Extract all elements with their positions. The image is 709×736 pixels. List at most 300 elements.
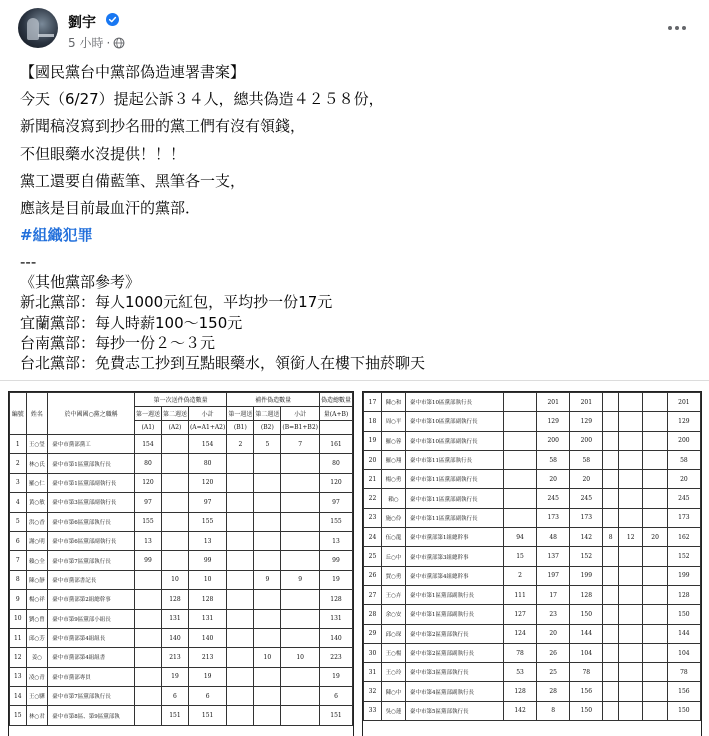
table-cell — [254, 531, 281, 550]
table-row — [364, 624, 701, 643]
table-cell — [504, 508, 537, 527]
table-cell: 臺中市第3區黨部執行長 — [406, 663, 504, 682]
table-cell — [643, 663, 667, 682]
table-row — [364, 682, 701, 701]
table-cell: 臺中市第6區黨部副執行長 — [48, 531, 135, 550]
table-cell — [643, 470, 667, 489]
table-cell: 245 — [537, 489, 570, 508]
table-cell: 17 — [364, 393, 382, 412]
table-cell: 楊○勇 — [382, 470, 406, 489]
table-cell: 臺中市第10區黨部副執行長 — [406, 412, 504, 431]
table-cell — [619, 566, 643, 585]
table-cell — [254, 687, 281, 706]
avatar-caption — [38, 34, 54, 37]
table-cell — [643, 450, 667, 469]
table-cell: 48 — [537, 528, 570, 547]
meta-separator: · — [106, 35, 111, 50]
table-cell — [227, 531, 254, 550]
table-cell: 152 — [570, 547, 603, 566]
table-cell: 22 — [364, 489, 382, 508]
header-w2: 第二週送 — [161, 407, 188, 421]
table-cell — [504, 470, 537, 489]
table-cell: 20 — [570, 470, 603, 489]
table-cell: 80 — [134, 454, 161, 473]
table-cell — [619, 547, 643, 566]
table-cell — [254, 667, 281, 686]
table-cell — [281, 609, 320, 628]
table-cell: 140 — [161, 628, 188, 647]
table-cell: 29 — [364, 624, 382, 643]
table-cell: 150 — [667, 605, 700, 624]
table-cell: 臺中市黨部第4組組書 — [48, 648, 135, 667]
table-cell: 31 — [364, 663, 382, 682]
table-cell: 臺中市第7區黨部執行長 — [48, 687, 135, 706]
table-cell: 6 — [319, 687, 352, 706]
table-cell: 99 — [188, 551, 226, 570]
table-cell: 11 — [10, 628, 27, 647]
table-cell: 23 — [537, 605, 570, 624]
table-cell: 144 — [667, 624, 700, 643]
table-cell: 32 — [364, 682, 382, 701]
table-cell: 129 — [570, 412, 603, 431]
table-cell: 120 — [188, 473, 226, 492]
table-row — [10, 687, 353, 706]
table-cell: 27 — [364, 585, 382, 604]
table-cell: 賈○勇 — [382, 566, 406, 585]
table-cell: 1 — [10, 435, 27, 454]
table-cell: 臺中市第10區黨部副執行長 — [406, 431, 504, 450]
table-row — [364, 412, 701, 431]
table-cell: 17 — [537, 585, 570, 604]
table-cell — [254, 706, 281, 725]
table-cell — [134, 609, 161, 628]
author-name[interactable]: 劉宇 — [68, 15, 96, 31]
table-row — [10, 493, 353, 512]
table-cell: 臺中市第2區黨部副執行長 — [406, 643, 504, 662]
reference-heading: 《其他黨部參考》 — [20, 273, 141, 291]
table-cell: 3 — [10, 473, 27, 492]
table-cell — [603, 643, 619, 662]
post-line: 黨工還要自備藍筆、黑筆各一支， — [20, 172, 246, 190]
post-time[interactable]: 5 小時 — [68, 36, 104, 50]
table-cell: 臺中市第6區黨部執行長 — [48, 512, 135, 531]
table-cell — [643, 585, 667, 604]
table-cell: 80 — [319, 454, 352, 473]
table-cell: 賴○全 — [26, 551, 48, 570]
table-cell: 周○平 — [382, 412, 406, 431]
table-cell — [619, 470, 643, 489]
table-cell: 200 — [570, 431, 603, 450]
table-cell: 19 — [364, 431, 382, 450]
table-cell: 林○君 — [26, 706, 48, 725]
header-bw2: 第二週送 — [254, 407, 281, 421]
header-total-unit: 量(A+B) — [319, 407, 352, 421]
table-cell: 14 — [10, 687, 27, 706]
table-cell: 53 — [504, 663, 537, 682]
table-cell — [134, 570, 161, 589]
table-cell — [619, 393, 643, 412]
table-cell: 10 — [254, 648, 281, 667]
table-cell: 137 — [537, 547, 570, 566]
table-cell: 201 — [667, 393, 700, 412]
table-cell: 78 — [570, 663, 603, 682]
table-cell: 127 — [504, 605, 537, 624]
table-cell: 111 — [504, 585, 537, 604]
table-cell: 臺中市第1區黨部副執行長 — [48, 473, 135, 492]
table-row — [364, 643, 701, 662]
table-cell: 臺中市第9區黨部小組長 — [48, 609, 135, 628]
table-cell — [619, 412, 643, 431]
table-cell — [619, 663, 643, 682]
table-row — [364, 450, 701, 469]
table-cell: 155 — [319, 512, 352, 531]
table-cell: 142 — [570, 528, 603, 547]
table-cell — [281, 706, 320, 725]
table-cell: 28 — [537, 682, 570, 701]
table-cell — [254, 473, 281, 492]
table-cell: 150 — [570, 605, 603, 624]
table-cell: 羅○翔 — [382, 450, 406, 469]
table-cell: 臺中市黨部專員 — [48, 667, 135, 686]
table-cell: 156 — [570, 682, 603, 701]
table-cell: 8 — [10, 570, 27, 589]
table-cell: 臺中市第11區黨部副執行長 — [406, 489, 504, 508]
table-row — [10, 435, 353, 454]
table-row — [364, 566, 701, 585]
table-cell: 152 — [667, 547, 700, 566]
table-cell: 臺中市黨部書記長 — [48, 570, 135, 589]
table-cell: 120 — [319, 473, 352, 492]
table-row — [364, 528, 701, 547]
table-cell — [603, 682, 619, 701]
table-row — [364, 470, 701, 489]
post-line: 應該是目前最血汗的黨部． — [20, 199, 201, 217]
table-cell — [619, 585, 643, 604]
table-cell: 124 — [504, 624, 537, 643]
table-cell: 97 — [134, 493, 161, 512]
table-cell — [254, 512, 281, 531]
table-cell — [227, 473, 254, 492]
header-group1: 第一次送件偽造數量 — [134, 393, 226, 407]
table-cell: 156 — [667, 682, 700, 701]
post-line: 今天（6/27）提起公訴３４人，總共偽造４２５８份， — [20, 90, 384, 108]
table-cell: 7 — [10, 551, 27, 570]
table-cell: 王○驊 — [26, 687, 48, 706]
table-cell: 凌○青 — [26, 667, 48, 686]
table-cell — [227, 493, 254, 512]
header-a: (A=A1+A2) — [188, 421, 226, 435]
table-cell: 10 — [10, 609, 27, 628]
table-cell: 80 — [188, 454, 226, 473]
table-cell — [227, 706, 254, 725]
table-cell — [281, 628, 320, 647]
table-cell: 余○安 — [382, 605, 406, 624]
table-cell: 28 — [364, 605, 382, 624]
table-cell: 7 — [281, 435, 320, 454]
table-cell: 131 — [319, 609, 352, 628]
table-cell — [134, 687, 161, 706]
table-row — [364, 701, 701, 720]
table-cell — [281, 473, 320, 492]
table-cell: 吳○蓮 — [382, 701, 406, 720]
table-cell: 王○卉 — [382, 585, 406, 604]
table-cell: 140 — [319, 628, 352, 647]
avatar[interactable] — [18, 8, 58, 48]
table-cell: 21 — [364, 470, 382, 489]
table-row — [10, 512, 353, 531]
table-cell: 謝○明 — [26, 531, 48, 550]
table-cell — [619, 489, 643, 508]
table-cell — [643, 489, 667, 508]
reference-line: 宜蘭黨部：每人時薪100～150元 — [20, 314, 243, 332]
table-cell — [227, 570, 254, 589]
table-cell — [161, 551, 188, 570]
table-cell — [161, 512, 188, 531]
header-a1: (A1) — [134, 421, 161, 435]
table-cell: 伍○龍 — [382, 528, 406, 547]
table-row — [10, 454, 353, 473]
table-cell: 臺中市第11區黨部副執行長 — [406, 508, 504, 527]
table-cell: 200 — [667, 431, 700, 450]
table-cell: 臺中市黨部第3組總幹事 — [406, 547, 504, 566]
right-table-body — [364, 393, 701, 721]
table-cell: 羅○蓉 — [382, 431, 406, 450]
table-cell: 24 — [364, 528, 382, 547]
table-cell — [254, 551, 281, 570]
table-row — [364, 663, 701, 682]
table-cell — [603, 585, 619, 604]
table-cell: 142 — [504, 701, 537, 720]
table-cell: 臺中市第7區黨部執行長 — [48, 551, 135, 570]
table-cell: 13 — [10, 667, 27, 686]
table-cell: 155 — [134, 512, 161, 531]
table-cell: 姜○ — [26, 648, 48, 667]
table-cell: 臺中市第2區黨部執行長 — [406, 624, 504, 643]
forgery-table-left — [9, 392, 353, 726]
table-cell: 151 — [161, 706, 188, 725]
table-cell — [134, 628, 161, 647]
table-cell: 臺中市第1區黨部執行長 — [48, 454, 135, 473]
table-cell: 洪○香 — [26, 512, 48, 531]
table-cell: 129 — [537, 412, 570, 431]
header-b1: (B1) — [227, 421, 254, 435]
table-cell: 2 — [10, 454, 27, 473]
left-table-body — [10, 435, 353, 726]
table-cell: 6 — [10, 531, 27, 550]
table-row — [10, 667, 353, 686]
table-cell: 58 — [537, 450, 570, 469]
table-cell: 131 — [188, 609, 226, 628]
table-cell — [603, 412, 619, 431]
table-cell — [227, 512, 254, 531]
table-cell: 12 — [619, 528, 643, 547]
table-cell — [134, 667, 161, 686]
table-cell — [603, 508, 619, 527]
table-cell — [603, 450, 619, 469]
table-cell — [619, 605, 643, 624]
table-cell: 邱○琛 — [382, 624, 406, 643]
table-row — [10, 706, 353, 725]
table-row — [364, 431, 701, 450]
table-cell — [619, 450, 643, 469]
table-cell — [619, 508, 643, 527]
table-cell: 2 — [504, 566, 537, 585]
table-cell: 12 — [10, 648, 27, 667]
document-page-left — [8, 391, 354, 736]
table-cell: 臺中市第4區黨部副執行長 — [406, 682, 504, 701]
table-cell — [643, 547, 667, 566]
table-row — [364, 605, 701, 624]
table-cell — [504, 412, 537, 431]
table-cell — [603, 431, 619, 450]
table-cell — [619, 643, 643, 662]
header-name: 姓名 — [26, 393, 48, 435]
table-row — [10, 628, 353, 647]
table-row — [364, 547, 701, 566]
table-cell: 邱○芳 — [26, 628, 48, 647]
table-cell — [281, 551, 320, 570]
table-cell: 13 — [134, 531, 161, 550]
more-dot-icon — [682, 26, 686, 30]
header-group2: 補件偽造數量 — [227, 393, 320, 407]
table-cell — [619, 682, 643, 701]
table-cell: 9 — [281, 570, 320, 589]
table-cell: 19 — [161, 667, 188, 686]
table-cell — [281, 590, 320, 609]
table-cell: 25 — [537, 663, 570, 682]
attached-document-image[interactable] — [0, 380, 709, 736]
table-cell — [504, 431, 537, 450]
table-cell — [281, 493, 320, 512]
table-cell: 155 — [188, 512, 226, 531]
header-w1: 第一週送 — [134, 407, 161, 421]
reference-line: 新北黨部：每人1000元紅包，平均抄一份17元 — [20, 293, 333, 311]
table-cell: 6 — [161, 687, 188, 706]
more-dot-icon — [675, 26, 679, 30]
table-cell — [227, 687, 254, 706]
more-options-button[interactable] — [666, 18, 688, 38]
table-cell — [603, 547, 619, 566]
post-line: 不但眼藥水沒提供！！！ — [20, 145, 186, 163]
table-row — [10, 609, 353, 628]
table-cell — [281, 687, 320, 706]
table-cell: 150 — [667, 701, 700, 720]
table-cell — [161, 493, 188, 512]
table-cell: 104 — [570, 643, 603, 662]
more-dot-icon — [668, 26, 672, 30]
table-cell: 10 — [161, 570, 188, 589]
table-cell — [619, 701, 643, 720]
table-cell — [643, 393, 667, 412]
table-cell: 5 — [254, 435, 281, 454]
table-cell: 97 — [319, 493, 352, 512]
table-cell: 15 — [504, 547, 537, 566]
table-cell: 120 — [134, 473, 161, 492]
table-row — [364, 393, 701, 412]
table-cell: 6 — [188, 687, 226, 706]
hashtag-link[interactable]: #組織犯罪 — [20, 226, 93, 244]
header-sub1: 小計 — [188, 407, 226, 421]
table-cell: 154 — [134, 435, 161, 454]
table-cell — [161, 435, 188, 454]
header-no: 編號 — [10, 393, 27, 435]
table-cell: 213 — [161, 648, 188, 667]
table-cell: 臺中市黨部第4組組長 — [48, 628, 135, 647]
table-row — [10, 570, 353, 589]
table-cell: 201 — [537, 393, 570, 412]
table-cell: 劉○曾 — [26, 609, 48, 628]
table-cell: 151 — [188, 706, 226, 725]
table-cell: 150 — [570, 701, 603, 720]
table-cell: 15 — [10, 706, 27, 725]
table-cell — [643, 624, 667, 643]
table-cell — [281, 512, 320, 531]
table-row — [364, 585, 701, 604]
table-cell — [227, 609, 254, 628]
table-cell: 20 — [643, 528, 667, 547]
table-cell — [134, 706, 161, 725]
table-cell — [227, 454, 254, 473]
reference-line: 台南黨部：每抄一份２～３元 — [20, 334, 216, 352]
table-cell — [254, 454, 281, 473]
table-cell: 223 — [319, 648, 352, 667]
header-b: (B=B1+B2) — [281, 421, 320, 435]
separator-text: --- — [20, 253, 37, 271]
table-cell — [603, 393, 619, 412]
table-cell: 144 — [570, 624, 603, 643]
table-cell: 161 — [319, 435, 352, 454]
table-cell: 199 — [667, 566, 700, 585]
table-cell: 臺中市第1區黨部副執行長 — [406, 585, 504, 604]
table-cell: 9 — [10, 590, 27, 609]
table-row — [10, 473, 353, 492]
table-cell — [161, 473, 188, 492]
table-cell: 23 — [364, 508, 382, 527]
verified-badge-icon — [106, 13, 119, 26]
post-header — [0, 0, 709, 58]
post-meta — [68, 34, 125, 51]
table-cell — [603, 489, 619, 508]
table-cell — [603, 470, 619, 489]
table-cell: 20 — [364, 450, 382, 469]
table-cell: 臺中市第1區黨部副執行長 — [406, 605, 504, 624]
table-cell — [643, 412, 667, 431]
table-cell: 173 — [667, 508, 700, 527]
table-cell — [254, 609, 281, 628]
table-cell: 30 — [364, 643, 382, 662]
table-cell — [281, 667, 320, 686]
table-cell: 162 — [667, 528, 700, 547]
table-cell: 151 — [319, 706, 352, 725]
table-cell: 78 — [504, 643, 537, 662]
table-cell: 128 — [504, 682, 537, 701]
table-cell: 13 — [319, 531, 352, 550]
table-cell — [643, 431, 667, 450]
table-cell: 13 — [188, 531, 226, 550]
table-cell: 26 — [537, 643, 570, 662]
table-cell — [643, 508, 667, 527]
table-cell: 201 — [570, 393, 603, 412]
table-cell: 10 — [281, 648, 320, 667]
table-cell — [161, 531, 188, 550]
table-cell: 臺中市第11區黨部執行長 — [406, 450, 504, 469]
header-a2: (A2) — [161, 421, 188, 435]
table-cell: 25 — [364, 547, 382, 566]
header-sub2: 小計 — [281, 407, 320, 421]
table-cell: 陳○靜 — [26, 570, 48, 589]
table-cell: 26 — [364, 566, 382, 585]
table-cell — [281, 531, 320, 550]
